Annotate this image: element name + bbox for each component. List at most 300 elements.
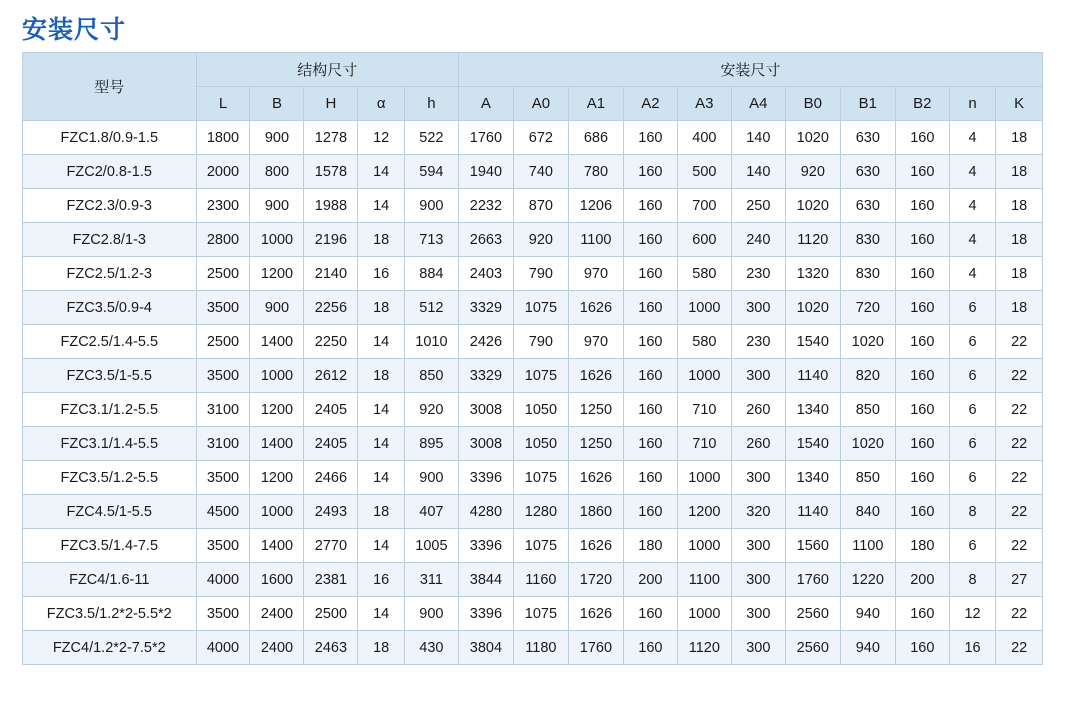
cell-A0: 920 [513,223,568,257]
cell-B1: 720 [840,291,895,325]
header-col-A3: A3 [677,87,731,121]
cell-B1: 630 [840,155,895,189]
cell-α: 16 [358,563,405,597]
header-col-B0: B0 [785,87,840,121]
cell-A4: 300 [731,563,785,597]
header-group-install: 安装尺寸 [458,53,1042,87]
cell-B2: 160 [895,631,949,665]
cell-H: 2196 [304,223,358,257]
cell-A0: 790 [513,325,568,359]
cell-α: 14 [358,189,405,223]
cell-A2: 160 [623,461,677,495]
cell-A1: 686 [568,121,623,155]
cell-A: 3804 [458,631,513,665]
installation-dimensions-table [22,52,1043,665]
table-row [23,291,1043,325]
cell-model: FZC2.3/0.9-3 [23,189,197,223]
cell-α: 18 [358,223,405,257]
cell-L: 2800 [196,223,250,257]
cell-A2: 160 [623,291,677,325]
cell-A: 3396 [458,597,513,631]
cell-A2: 160 [623,223,677,257]
header-col-K: K [996,87,1043,121]
cell-L: 3100 [196,393,250,427]
cell-A3: 710 [677,393,731,427]
cell-B0: 1340 [785,393,840,427]
cell-n: 8 [949,563,996,597]
cell-K: 18 [996,189,1043,223]
cell-A: 2663 [458,223,513,257]
cell-L: 4500 [196,495,250,529]
cell-B0: 1540 [785,325,840,359]
cell-A0: 1075 [513,597,568,631]
cell-A0: 740 [513,155,568,189]
cell-h: 522 [404,121,458,155]
cell-A4: 260 [731,427,785,461]
cell-H: 2466 [304,461,358,495]
cell-K: 22 [996,325,1043,359]
cell-A0: 1075 [513,291,568,325]
cell-B0: 1120 [785,223,840,257]
cell-B: 1000 [250,359,304,393]
cell-α: 18 [358,631,405,665]
cell-A0: 1160 [513,563,568,597]
table-body [23,121,1043,665]
cell-A2: 160 [623,155,677,189]
cell-A3: 1100 [677,563,731,597]
cell-B: 1000 [250,495,304,529]
cell-A4: 230 [731,257,785,291]
cell-A3: 710 [677,427,731,461]
cell-A1: 1206 [568,189,623,223]
cell-A0: 1075 [513,529,568,563]
table-row [23,461,1043,495]
cell-B1: 850 [840,393,895,427]
cell-n: 4 [949,155,996,189]
cell-B: 1400 [250,529,304,563]
cell-A: 1760 [458,121,513,155]
cell-L: 4000 [196,563,250,597]
cell-model: FZC2.8/1-3 [23,223,197,257]
cell-A: 1940 [458,155,513,189]
cell-A0: 1180 [513,631,568,665]
cell-B1: 630 [840,121,895,155]
cell-K: 27 [996,563,1043,597]
cell-α: 14 [358,427,405,461]
table-row [23,563,1043,597]
cell-A1: 1626 [568,597,623,631]
cell-L: 2500 [196,257,250,291]
cell-h: 920 [404,393,458,427]
cell-B1: 940 [840,597,895,631]
table-row [23,189,1043,223]
table-group-header-row [23,53,1043,87]
cell-L: 3500 [196,461,250,495]
cell-α: 14 [358,325,405,359]
header-col-A0: A0 [513,87,568,121]
cell-A4: 300 [731,291,785,325]
table-row [23,359,1043,393]
cell-A: 3396 [458,461,513,495]
cell-K: 18 [996,121,1043,155]
cell-L: 3500 [196,291,250,325]
header-col-B1: B1 [840,87,895,121]
cell-B0: 1140 [785,495,840,529]
cell-A4: 260 [731,393,785,427]
cell-B0: 1020 [785,189,840,223]
cell-A0: 672 [513,121,568,155]
cell-A2: 160 [623,359,677,393]
cell-A3: 400 [677,121,731,155]
cell-h: 895 [404,427,458,461]
cell-A2: 160 [623,597,677,631]
table-row [23,597,1043,631]
cell-A4: 300 [731,631,785,665]
cell-B1: 820 [840,359,895,393]
cell-L: 2300 [196,189,250,223]
cell-B2: 160 [895,291,949,325]
cell-B2: 160 [895,325,949,359]
cell-B0: 920 [785,155,840,189]
table-row [23,257,1043,291]
cell-H: 2381 [304,563,358,597]
cell-A1: 1250 [568,427,623,461]
cell-B: 1000 [250,223,304,257]
cell-B: 1600 [250,563,304,597]
cell-L: 4000 [196,631,250,665]
cell-A0: 1050 [513,393,568,427]
cell-B2: 200 [895,563,949,597]
cell-B: 2400 [250,597,304,631]
cell-A: 2426 [458,325,513,359]
cell-A3: 700 [677,189,731,223]
cell-A0: 1280 [513,495,568,529]
table-row [23,427,1043,461]
cell-K: 22 [996,631,1043,665]
header-col-A1: A1 [568,87,623,121]
header-col-H: H [304,87,358,121]
cell-A3: 580 [677,325,731,359]
cell-K: 22 [996,427,1043,461]
cell-h: 900 [404,461,458,495]
cell-L: 2500 [196,325,250,359]
page-title: 安装尺寸 [22,16,127,44]
header-col-alpha: α [358,87,405,121]
cell-A4: 140 [731,155,785,189]
cell-α: 14 [358,597,405,631]
cell-A4: 230 [731,325,785,359]
cell-A1: 1720 [568,563,623,597]
cell-model: FZC4.5/1-5.5 [23,495,197,529]
cell-H: 2493 [304,495,358,529]
cell-α: 14 [358,529,405,563]
cell-A3: 1120 [677,631,731,665]
cell-B: 1200 [250,461,304,495]
cell-α: 18 [358,495,405,529]
cell-L: 3500 [196,359,250,393]
cell-h: 311 [404,563,458,597]
cell-B1: 840 [840,495,895,529]
cell-H: 2140 [304,257,358,291]
cell-B0: 1760 [785,563,840,597]
header-group-structure: 结构尺寸 [196,53,458,87]
cell-h: 594 [404,155,458,189]
cell-A2: 160 [623,393,677,427]
cell-A4: 300 [731,529,785,563]
cell-A3: 600 [677,223,731,257]
cell-A1: 1626 [568,359,623,393]
cell-A4: 140 [731,121,785,155]
cell-h: 1005 [404,529,458,563]
cell-A1: 1760 [568,631,623,665]
cell-α: 18 [358,291,405,325]
cell-B: 900 [250,121,304,155]
cell-H: 2612 [304,359,358,393]
cell-B2: 160 [895,155,949,189]
cell-A: 2403 [458,257,513,291]
cell-A2: 160 [623,121,677,155]
cell-A0: 1075 [513,461,568,495]
cell-K: 18 [996,223,1043,257]
cell-model: FZC3.5/1.2*2-5.5*2 [23,597,197,631]
spec-table-container [22,52,1043,665]
cell-A4: 320 [731,495,785,529]
cell-H: 2405 [304,427,358,461]
cell-B: 800 [250,155,304,189]
cell-A1: 970 [568,325,623,359]
cell-B1: 1020 [840,325,895,359]
table-row [23,325,1043,359]
cell-H: 2770 [304,529,358,563]
cell-A: 3008 [458,393,513,427]
cell-A: 3329 [458,291,513,325]
header-col-L: L [196,87,250,121]
cell-n: 6 [949,393,996,427]
cell-B: 900 [250,291,304,325]
cell-B0: 1020 [785,291,840,325]
cell-A3: 580 [677,257,731,291]
cell-n: 16 [949,631,996,665]
header-col-n: n [949,87,996,121]
cell-A: 3008 [458,427,513,461]
cell-B0: 1560 [785,529,840,563]
cell-A4: 240 [731,223,785,257]
cell-K: 22 [996,495,1043,529]
cell-B2: 160 [895,121,949,155]
cell-n: 6 [949,325,996,359]
cell-L: 3500 [196,597,250,631]
cell-h: 1010 [404,325,458,359]
cell-h: 512 [404,291,458,325]
header-model: 型号 [23,53,197,121]
cell-n: 4 [949,257,996,291]
cell-A2: 160 [623,427,677,461]
cell-A2: 160 [623,325,677,359]
cell-B2: 160 [895,257,949,291]
table-row [23,393,1043,427]
cell-B0: 1140 [785,359,840,393]
cell-H: 1988 [304,189,358,223]
cell-A2: 160 [623,189,677,223]
cell-A4: 250 [731,189,785,223]
cell-K: 18 [996,257,1043,291]
cell-A: 2232 [458,189,513,223]
cell-n: 4 [949,121,996,155]
cell-B0: 1020 [785,121,840,155]
cell-A1: 1626 [568,461,623,495]
cell-A0: 790 [513,257,568,291]
header-col-B: B [250,87,304,121]
cell-A3: 500 [677,155,731,189]
cell-B: 2400 [250,631,304,665]
table-row [23,529,1043,563]
cell-B0: 1320 [785,257,840,291]
cell-B1: 630 [840,189,895,223]
cell-B: 1400 [250,325,304,359]
cell-B1: 830 [840,257,895,291]
cell-K: 22 [996,359,1043,393]
cell-A: 4280 [458,495,513,529]
table-row [23,155,1043,189]
cell-A0: 1075 [513,359,568,393]
cell-H: 2256 [304,291,358,325]
cell-B2: 160 [895,359,949,393]
cell-B2: 160 [895,427,949,461]
cell-α: 16 [358,257,405,291]
cell-A2: 160 [623,257,677,291]
cell-α: 14 [358,461,405,495]
cell-H: 2463 [304,631,358,665]
cell-model: FZC3.1/1.4-5.5 [23,427,197,461]
cell-model: FZC3.5/1.4-7.5 [23,529,197,563]
cell-B: 1200 [250,393,304,427]
cell-model: FZC2/0.8-1.5 [23,155,197,189]
cell-A3: 1200 [677,495,731,529]
cell-α: 14 [358,155,405,189]
cell-K: 22 [996,393,1043,427]
cell-A0: 870 [513,189,568,223]
cell-H: 1578 [304,155,358,189]
cell-A: 3329 [458,359,513,393]
cell-model: FZC2.5/1.4-5.5 [23,325,197,359]
cell-model: FZC4/1.6-11 [23,563,197,597]
cell-A1: 1626 [568,291,623,325]
cell-B2: 160 [895,393,949,427]
cell-L: 1800 [196,121,250,155]
cell-n: 12 [949,597,996,631]
cell-h: 900 [404,189,458,223]
cell-A4: 300 [731,359,785,393]
cell-h: 900 [404,597,458,631]
cell-B0: 1340 [785,461,840,495]
cell-B2: 160 [895,189,949,223]
cell-B0: 2560 [785,597,840,631]
table-row [23,223,1043,257]
cell-B2: 180 [895,529,949,563]
cell-model: FZC2.5/1.2-3 [23,257,197,291]
header-col-A2: A2 [623,87,677,121]
cell-h: 884 [404,257,458,291]
table-row [23,631,1043,665]
cell-B1: 1100 [840,529,895,563]
cell-A1: 970 [568,257,623,291]
table-row [23,495,1043,529]
cell-B: 1200 [250,257,304,291]
cell-n: 6 [949,529,996,563]
cell-H: 2500 [304,597,358,631]
cell-K: 22 [996,461,1043,495]
cell-K: 22 [996,529,1043,563]
cell-A2: 200 [623,563,677,597]
cell-A3: 1000 [677,359,731,393]
cell-A4: 300 [731,461,785,495]
cell-n: 4 [949,189,996,223]
cell-h: 850 [404,359,458,393]
cell-B2: 160 [895,461,949,495]
header-col-A: A [458,87,513,121]
cell-L: 3100 [196,427,250,461]
cell-A: 3396 [458,529,513,563]
header-col-h: h [404,87,458,121]
header-col-B2: B2 [895,87,949,121]
cell-model: FZC4/1.2*2-7.5*2 [23,631,197,665]
table-row [23,121,1043,155]
cell-B: 900 [250,189,304,223]
cell-A1: 1626 [568,529,623,563]
cell-A1: 780 [568,155,623,189]
cell-A2: 180 [623,529,677,563]
cell-A1: 1860 [568,495,623,529]
cell-n: 6 [949,427,996,461]
cell-B1: 830 [840,223,895,257]
cell-A4: 300 [731,597,785,631]
cell-B1: 1220 [840,563,895,597]
cell-h: 407 [404,495,458,529]
header-col-A4: A4 [731,87,785,121]
cell-n: 6 [949,461,996,495]
cell-n: 8 [949,495,996,529]
cell-α: 14 [358,393,405,427]
cell-A1: 1250 [568,393,623,427]
cell-B1: 850 [840,461,895,495]
cell-B0: 1540 [785,427,840,461]
cell-B2: 160 [895,223,949,257]
cell-B1: 940 [840,631,895,665]
cell-H: 2250 [304,325,358,359]
cell-A1: 1100 [568,223,623,257]
cell-A3: 1000 [677,461,731,495]
cell-K: 18 [996,155,1043,189]
cell-A: 3844 [458,563,513,597]
cell-K: 22 [996,597,1043,631]
cell-model: FZC3.5/0.9-4 [23,291,197,325]
cell-L: 3500 [196,529,250,563]
cell-model: FZC3.5/1.2-5.5 [23,461,197,495]
cell-A3: 1000 [677,597,731,631]
cell-model: FZC3.5/1-5.5 [23,359,197,393]
cell-n: 6 [949,291,996,325]
cell-model: FZC3.1/1.2-5.5 [23,393,197,427]
cell-α: 18 [358,359,405,393]
cell-h: 430 [404,631,458,665]
cell-B: 1400 [250,427,304,461]
table-head [23,53,1043,121]
cell-n: 6 [949,359,996,393]
cell-B2: 160 [895,597,949,631]
cell-A2: 160 [623,631,677,665]
cell-L: 2000 [196,155,250,189]
cell-h: 713 [404,223,458,257]
